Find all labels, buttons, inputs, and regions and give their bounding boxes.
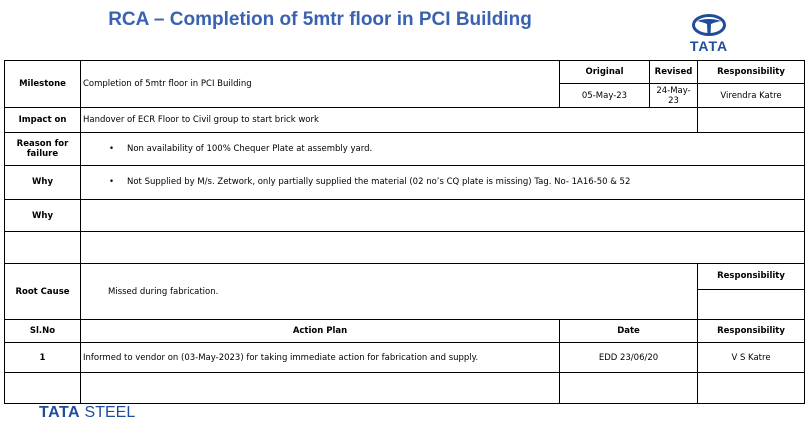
impact-responsibility xyxy=(698,107,805,133)
responsibility-header: Responsibility xyxy=(698,61,805,84)
reason-label: Reason for failure xyxy=(5,133,81,166)
root-cause-value: Missed during fabrication. xyxy=(81,264,698,320)
empty-cell xyxy=(698,373,805,404)
empty-cell xyxy=(81,373,560,404)
original-header: Original xyxy=(560,61,650,84)
footer-logo-rest: STEEL xyxy=(84,404,136,421)
action-responsibility: V S Katre xyxy=(698,342,805,373)
tata-steel-logo xyxy=(39,404,135,422)
tata-logo xyxy=(676,14,742,56)
bullet: • xyxy=(109,177,115,188)
root-cause-responsibility xyxy=(698,289,805,320)
page-title: RCA – Completion of 5mtr floor in PCI Building xyxy=(108,9,532,30)
root-cause-label: Root Cause xyxy=(5,264,81,320)
reason-value xyxy=(81,133,805,166)
why-value-1 xyxy=(81,166,805,200)
root-cause-responsibility-header: Responsibility xyxy=(698,264,805,290)
rca-table xyxy=(4,60,805,404)
why-text-1: Not Supplied by M/s. Zetwork, only partially supplied the material (02 no’s CQ plate is missing) Tag. No- 1A16-50 & 52 xyxy=(127,177,631,188)
tata-emblem-icon xyxy=(692,14,726,36)
impact-value: Handover of ECR Floor to Civil group to start brick work xyxy=(81,107,698,133)
action-plan: Informed to vendor on (03-May-2023) for taking immediate action for fabrication and supply. xyxy=(81,342,560,373)
date-header: Date xyxy=(560,320,698,342)
action-empty-row xyxy=(5,373,805,404)
action-row xyxy=(5,342,805,373)
action-plan-header: Action Plan xyxy=(81,320,560,342)
impact-label: Impact on xyxy=(5,107,81,133)
empty-cell xyxy=(81,232,805,264)
milestone-label: Milestone xyxy=(5,61,81,108)
milestone-row xyxy=(5,61,805,84)
footer-logo-bold: TATA xyxy=(39,404,81,421)
revised-header: Revised xyxy=(650,61,698,84)
action-date: EDD 23/06/20 xyxy=(560,342,698,373)
why-label-2: Why xyxy=(5,199,81,232)
slno-header: Sl.No xyxy=(5,320,81,342)
reason-text: Non availability of 100% Chequer Plate at assembly yard. xyxy=(127,144,373,155)
milestone-responsibility: Virendra Katre xyxy=(698,84,805,107)
action-responsibility-header: Responsibility xyxy=(698,320,805,342)
why-value-2 xyxy=(81,199,805,232)
impact-row xyxy=(5,107,805,133)
bullet: • xyxy=(109,144,115,155)
root-cause-row xyxy=(5,264,805,290)
action-header-row xyxy=(5,320,805,342)
empty-cell xyxy=(560,373,698,404)
why-row-2 xyxy=(5,199,805,232)
empty-cell xyxy=(5,373,81,404)
empty-cell xyxy=(5,232,81,264)
milestone-value: Completion of 5mtr floor in PCI Building xyxy=(81,61,560,108)
why-row-1 xyxy=(5,166,805,200)
original-date: 05-May-23 xyxy=(560,84,650,107)
tata-logo-text: TATA xyxy=(689,38,729,54)
why-label-1: Why xyxy=(5,166,81,200)
reason-row xyxy=(5,133,805,166)
action-slno: 1 xyxy=(5,342,81,373)
empty-row xyxy=(5,232,805,264)
revised-date: 24-May-23 xyxy=(650,84,698,107)
